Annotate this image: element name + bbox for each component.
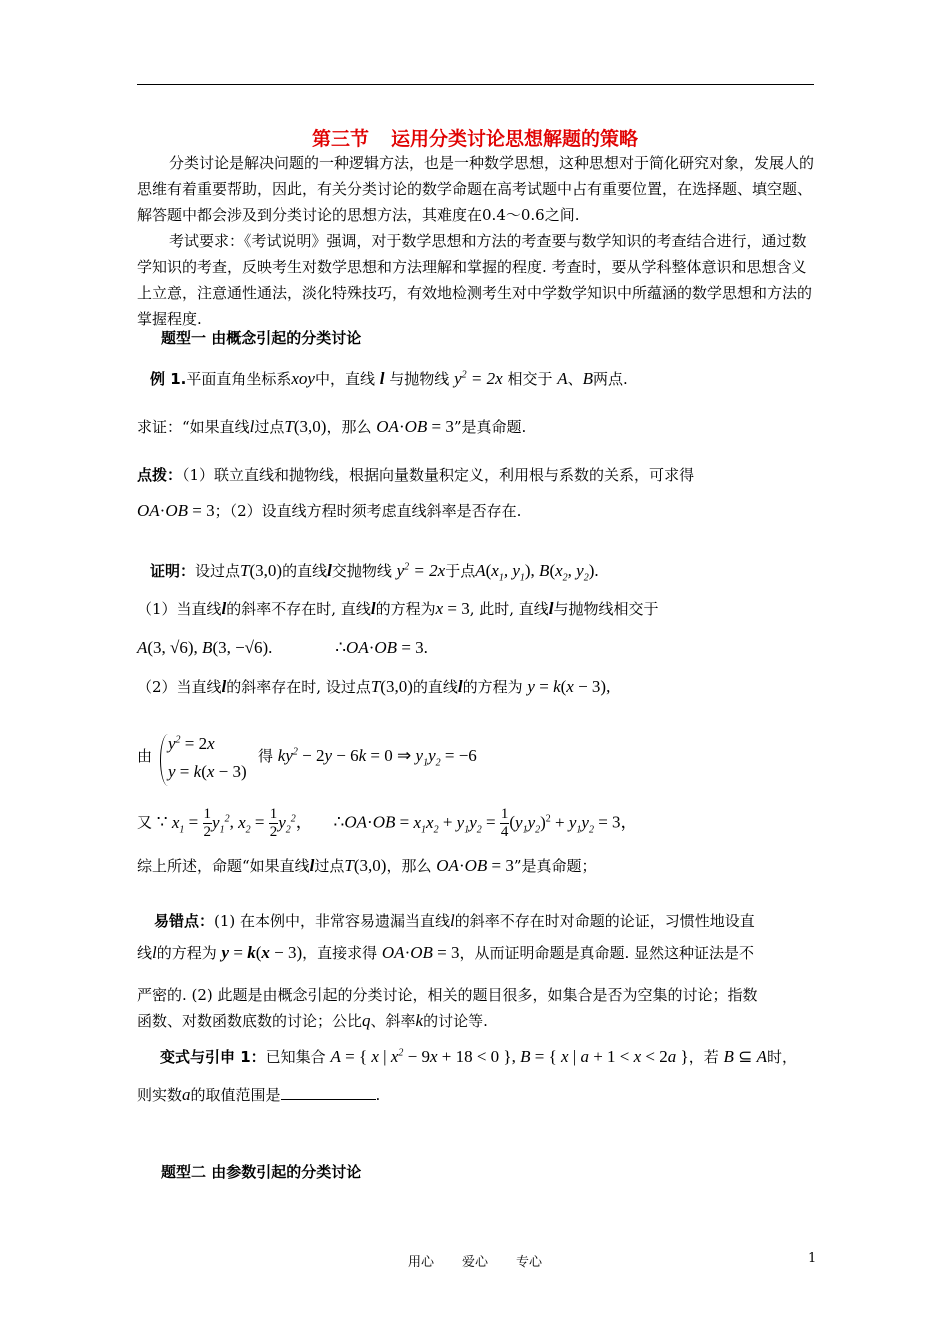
pitfall-text: 、斜率 <box>370 1012 416 1030</box>
hint <box>137 464 827 485</box>
variant-text: 时， <box>767 1048 798 1066</box>
claim-text: 过点 <box>254 418 285 436</box>
pitfall-line-2: 线l的方程为 y = k(x − 3)，直接求得 OA·OB = 3，从而证明命题是真命题. 显然这种证法是不 <box>137 943 755 962</box>
system-eq-1: $y^2 = 2x$ <box>168 734 215 753</box>
title-main: 运用分类讨论思想解题的策略 <box>391 128 639 150</box>
proof-text: 的直线 <box>412 678 458 696</box>
intro-paragraph-1: 分类讨论是解决问题的一种逻辑方法，也是一种数学思想，这种思想对于简化研究对象，发展人的思维有着重要帮助，因此，有关分类讨论的数学命题在高考试题中占有重要位置，在选择题、填空题、解答题中都会涉及到分类讨论的思想方法，其难度在0.4～0.6之间. <box>137 154 815 224</box>
pitfall-line-1: 易错点：(1) 在本例中，非常容易遗漏当直线l的斜率不存在时对命题的论证，习惯性地设直 <box>154 911 755 930</box>
section-heading-1: 题型一 由概念引起的分类讨论 <box>161 329 362 347</box>
proof-text: （1）当直线 <box>137 600 222 618</box>
system-result: 得 $ky^2 - 2y - 6k = 0$ ⇒ $y_1y_2 = -6$ <box>258 746 477 769</box>
pitfall-text: 函数、对数函数底数的讨论；公比 <box>137 1012 363 1030</box>
variant-line-1: 变式与引申 1：已知集合 A = { x | $x^2 - 9x + 18 < 0$ }, B = { x | a + 1 < x < 2a }，若 B ⊆ A时， <box>160 1047 798 1066</box>
proof-intro: 证明：设过点T(3,0)的直线l交抛物线 $y^2 = 2x$于点$A(x_1$, $y_1$), $B(x_2$, $y_2$). <box>150 561 599 584</box>
pitfall-line-4: 函数、对数函数底数的讨论；公比q、斜率k的讨论等. <box>137 1011 488 1030</box>
proof-case-1: （1）当直线l的斜率不存在时, 直线l的方程为x = 3, 此时, 直线l与抛物线相交于 <box>137 599 659 618</box>
example-label: 例 1. <box>150 370 187 388</box>
proof-text: 又 <box>137 813 153 832</box>
proof-text: 综上所述，命题“如果直线 <box>137 857 310 875</box>
pitfall-text: ，从而证明命题是真命题. 显然这种证法是不 <box>459 944 755 962</box>
proof-label: 证明： <box>150 562 196 580</box>
pitfall-text: 的斜率不存在时对命题的论证，习惯性地设直 <box>454 912 755 930</box>
claim-text: 求证：“如果直线 <box>137 418 250 436</box>
example-1: 例 1.平面直角坐标系xoy中，直线 l 与抛物线 $y^2 = 2x$ 相交于 A、B两点. <box>150 369 628 388</box>
variant-text: 则实数 <box>137 1086 183 1104</box>
math-B: B <box>582 369 594 388</box>
pitfall-text: (1) 在本例中，非常容易遗漏当直线 <box>214 912 451 930</box>
proof-text: 的斜率不存在时, 直线 <box>226 600 371 618</box>
math-parabola: $y^2 = 2x$ <box>454 369 503 388</box>
variant-text: 的取值范围是 <box>190 1086 281 1104</box>
title-section: 第三节 <box>311 128 369 150</box>
proof-text: 的直线 <box>282 562 328 580</box>
page-title <box>0 124 950 151</box>
header-rule <box>137 84 814 85</box>
hint-line-2: OA·OB = 3；（2）设直线方程时须考虑直线斜率是否存在. <box>137 501 522 520</box>
proof-compute: 又 ∵ $x_1$ = $\frac{1}{2}$ $y_1^2$, $x_2$ = $\frac{1}{2}$ $y_2^2$， ∴OA·OB = $x_1x_2 + y_1y_2$ = $\frac{1}{4}$ $(y_1y_2)^2 + y_1y_2 = 3$， <box>137 806 638 840</box>
pitfall-text: 的讨论等. <box>423 1012 488 1030</box>
hint-label: 点拨： <box>137 466 183 484</box>
example-text: 两点. <box>593 370 628 388</box>
proof-text: 的方程为 <box>462 678 523 696</box>
pitfall-label: 易错点： <box>154 912 215 930</box>
proof-text: 的方程为 <box>375 600 436 618</box>
claim-text: ”是真命题. <box>453 418 527 436</box>
proof-text: 交抛物线 <box>331 562 392 580</box>
page-number: 1 <box>808 1251 817 1266</box>
proof-text: 过点 <box>314 857 345 875</box>
proof-text: 设过点 <box>195 562 241 580</box>
pitfall-text: ，直接求得 <box>302 944 378 962</box>
proof-text: 的斜率存在时, 设过点 <box>226 678 371 696</box>
proof-text: 由 <box>137 747 153 765</box>
section-heading-2: 题型二 由参数引起的分类讨论 <box>161 1163 362 1181</box>
proof-text: 与抛物线相交于 <box>553 600 659 618</box>
proof-text: 于点 <box>445 562 476 580</box>
variant-line-2: 则实数a的取值范围是 . <box>137 1085 381 1104</box>
variant-text: 已知集合 <box>265 1048 326 1066</box>
math-A: A <box>557 369 568 388</box>
math-l: l <box>249 417 255 436</box>
intro-paragraph-2: 考试要求：《考试说明》强调，对于数学思想和方法的考查要与数学知识的考查结合进行，通过数学知识的考查，反映考生对数学思想和方法理解和掌握的程度. 考查时，要从学科整体意识和思想含义上立意，注意通性通法，淡化特殊技巧，有效地检测考生对中学数学知识中所蕴涵的数学思想和方法的掌握程度. <box>137 232 813 328</box>
footer-text: 专心 <box>516 1255 543 1270</box>
math-point-T: T <box>284 417 294 436</box>
system-eq-2: y = k(x − 3) <box>168 762 247 781</box>
footer-text: 用心 <box>407 1255 434 1270</box>
example-1-claim: 求证：“如果直线l过点T(3,0)，那么 OA·OB = 3”是真命题. <box>137 417 527 436</box>
proof-case-1-result: A(3, √6), B(3, −√6). ∴OA·OB = 3. <box>137 638 428 657</box>
example-text: 平面直角坐标系 <box>186 370 292 388</box>
hint-text: ；（2）设直线方程时须考虑直线斜率是否存在. <box>214 502 522 520</box>
proof-text: ”是真命题； <box>513 857 597 875</box>
claim-text: ，那么 <box>326 418 372 436</box>
proof-case-2: （2）当直线l的斜率存在时, 设过点T(3,0)的直线l的方程为 y = k(x − 3), <box>137 677 611 696</box>
answer-blank[interactable] <box>281 1085 376 1100</box>
pitfall-text: 线 <box>137 944 153 962</box>
math-l: l <box>379 369 385 388</box>
math-dot-product: OA <box>376 417 399 436</box>
variant-text: . <box>375 1086 381 1104</box>
hint-text: （1）联立直线和抛物线，根据向量数量积定义，利用根与系数的关系，可求得 <box>182 466 695 484</box>
example-text: 中，直线 <box>314 370 375 388</box>
proof-summary: 综上所述，命题“如果直线l过点T(3,0)，那么 OA·OB = 3”是真命题； <box>137 856 597 875</box>
proof-text: , 此时, 直线 <box>469 600 549 618</box>
example-text: 相交于 <box>507 370 553 388</box>
variant-text: ，若 <box>688 1048 719 1066</box>
proof-text: ，那么 <box>386 857 432 875</box>
proof-text: 得 <box>258 747 274 765</box>
example-text: 与抛物线 <box>389 370 450 388</box>
math-xoy: xoy <box>291 369 315 388</box>
variant-label: 变式与引申 1： <box>160 1048 266 1066</box>
proof-text: （2）当直线 <box>137 678 222 696</box>
pitfall-line-3: 严密的. (2) 此题是由概念引起的分类讨论，相关的题目很多，如集合是否为空集的讨论；指数 <box>137 986 758 1004</box>
pitfall-text: 的方程为 <box>156 944 217 962</box>
footer-text: 爱心 <box>461 1255 488 1270</box>
